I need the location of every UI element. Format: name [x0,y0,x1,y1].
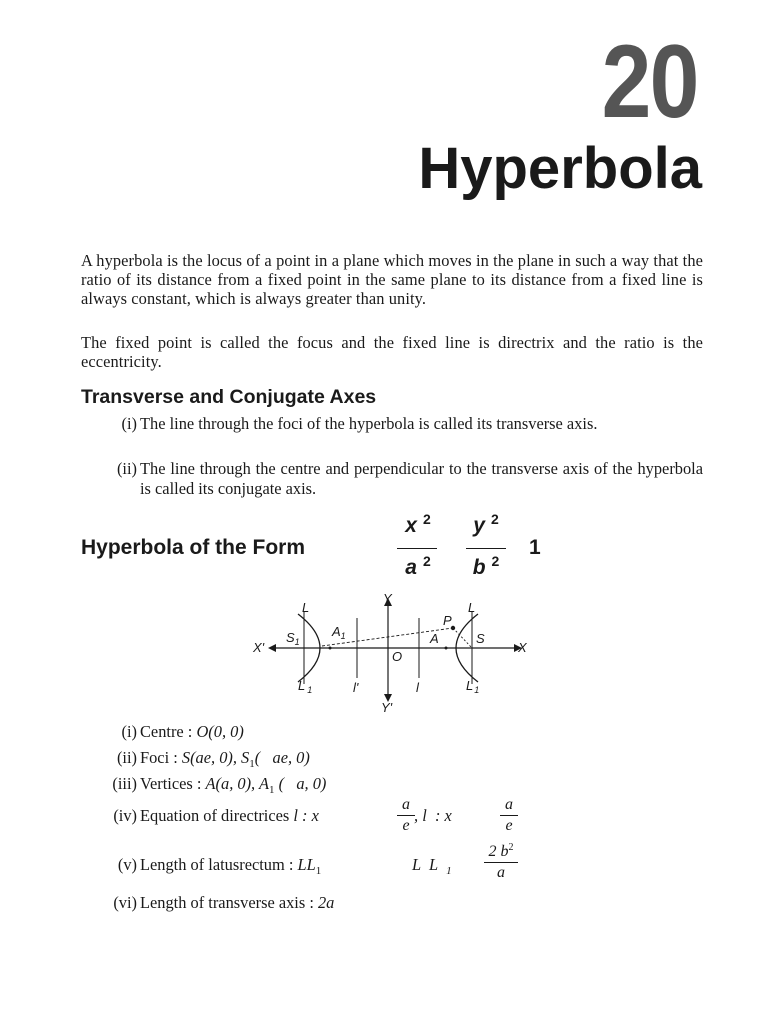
equation-rhs: 1 [529,536,541,559]
label-Y: Y [383,592,392,606]
chapter-title: Hyperbola [418,136,702,201]
section-heading-axes: Transverse and Conjugate Axes [81,386,377,408]
intro-paragraph-1: A hyperbola is the locus of a point in a plane which moves in the plane in such a way that the ratio of its distance from a fixed point in the same plane to its distance from a fixed line is always constant, which is always greater than unity. [81,251,703,308]
hyperbola-diagram [250,592,540,717]
label-l: l [416,680,419,695]
label-O: O [392,649,403,664]
x-axis-arrow-left [268,644,276,652]
fraction-a2-denominator: a $^2$ [405,553,431,579]
fraction-2b2-over-a: 2 $b^2$ a [484,843,518,882]
list-item [81,414,703,454]
list-item-text: The line through the centre and perpendicular to the transverse axis of the hyperbola is called its conjugate axis. [140,459,703,498]
label-L1-right: $L_1$ [466,678,480,695]
label-L1-left: L $_1$ [298,678,313,695]
fraction-a-over-e: a e [500,796,518,835]
section-heading-form: Hyperbola of the Form [81,536,306,559]
fraction-b2-denominator: b $^2$ [472,553,500,579]
list-item [81,459,703,499]
chapter-number: 20 [601,24,698,140]
label-S1: $S_1$ [286,630,300,647]
label-Y-prime: Y' [381,700,393,715]
vertex-A1 [329,647,332,650]
fraction-a-over-e: a e [397,796,415,835]
list-item-number: (i) [121,414,137,433]
list-item-number: (ii) [116,459,137,478]
list-item-text: The line through the foci of the hyperbola is called its transverse axis. [140,414,598,433]
fraction-x2-numerator: x $^2$ [405,511,431,537]
latusrectum-second-part: L L $_1$ [412,855,452,877]
fraction-bar [466,548,506,549]
label-P: P [443,613,452,628]
label-l-prime: l' [353,680,359,695]
intro-paragraph-2: The fixed point is called the focus and the fixed line is directrix and the ratio is the eccentricity. [81,333,703,371]
fraction-bar [397,548,437,549]
label-X-prime: X' [253,640,265,655]
label-A1: $A_1$ [332,624,346,641]
directrix-second-part: , l : x [414,806,452,825]
vertex-A [445,647,448,650]
label-A: A [430,631,439,646]
label-L-left: L [302,600,310,615]
fraction-y2-numerator: y $^2$ [473,511,499,537]
label-X: X [518,640,527,655]
label-S: S [476,631,485,646]
label-L-right: L [468,600,476,615]
